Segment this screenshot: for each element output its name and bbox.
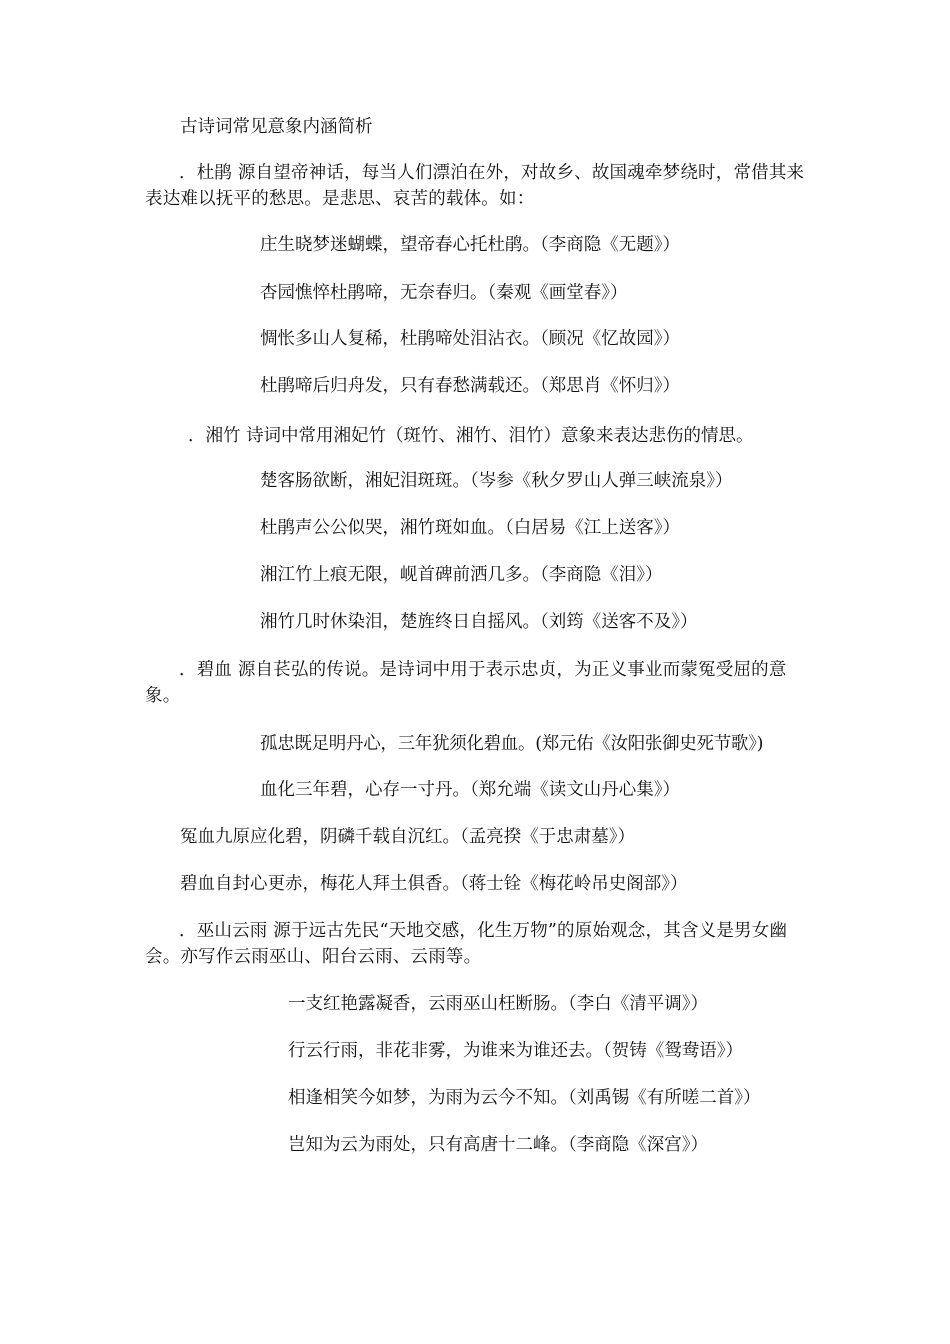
quote-line: 孤忠既足明丹心，三年犹须化碧血。(郑元佑《汝阳张御史死节歌》) [260,734,764,754]
section-intro-xiangzhu: ．湘竹 诗词中常用湘妃竹（斑竹、湘竹、泪竹）意象来表达悲伤的情思。 [188,426,754,446]
quote-line: 冤血九原应化碧，阴磷千载自沉红。（孟亮揆《于忠肃墓》） [180,827,635,847]
quote-line: 相逢相笑今如梦，为雨为云今不知。（刘禹锡《有所嗟二首》） [288,1088,761,1108]
section-intro-bixue: ．碧血 源自苌弘的传说。是诗词中用于表示忠贞，为正义事业而蒙冤受屈的意象。 [145,660,787,706]
quote-line: 杏园憔悴杜鹃啼，无奈春归。（秦观《画堂春》） [260,283,628,303]
quote-line: 惆怅多山人复稀，杜鹃啼处泪沾衣。（顾况《忆故园》） [260,329,680,349]
quote-line: 杜鹃声公公似哭，湘竹斑如血。（白居易《江上送客》） [260,518,680,538]
document-title: 古诗词常见意象内涵简析 [180,117,373,137]
quote-line: 行云行雨，非花非雾，为谁来为谁还去。（贺铸《鸳鸯语》） [288,1041,743,1061]
quote-line: 湘江竹上痕无限，岘首碑前洒几多。（李商隐《泪》） [260,565,663,585]
quote-line: 岂知为云为雨处，只有高唐十二峰。（李商隐《深宫》） [288,1135,708,1155]
quote-line: 一支红艳露凝香，云雨巫山枉断肠。（李白《清平调》） [288,994,708,1014]
quote-line: 碧血自封心更赤，梅花人拜土俱香。（蒋士铨《梅花岭吊史阁部》） [180,874,688,894]
quote-line: 湘竹几时休染泪，楚旌终日自摇风。（刘筠《送客不及》） [260,612,698,632]
section-intro-dujuan: ．杜鹃 源自望帝神话，每当人们漂泊在外，对故乡、故国魂牵梦绕时，常借其来表达难以抚平的愁思。是悲思、哀苦的载体。如： [145,163,805,209]
quote-line: 庄生晓梦迷蝴蝶，望帝春心托杜鹃。（李商隐《无题》） [260,235,680,255]
quote-line: 血化三年碧，心存一寸丹。（郑允端《读文山丹心集》） [260,780,680,800]
quote-line: 楚客肠欲断，湘妃泪斑斑。（岑参《秋夕罗山人弹三峡流泉》） [260,471,733,491]
quote-line: 杜鹃啼后归舟发，只有春愁满载还。（郑思肖《怀归》） [260,376,680,396]
section-intro-wushanyunyu: ．巫山云雨 源于远古先民“天地交感，化生万物”的原始观念，其含义是男女幽会。亦写作云雨巫山、阳台云雨、云雨等。 [145,921,788,967]
